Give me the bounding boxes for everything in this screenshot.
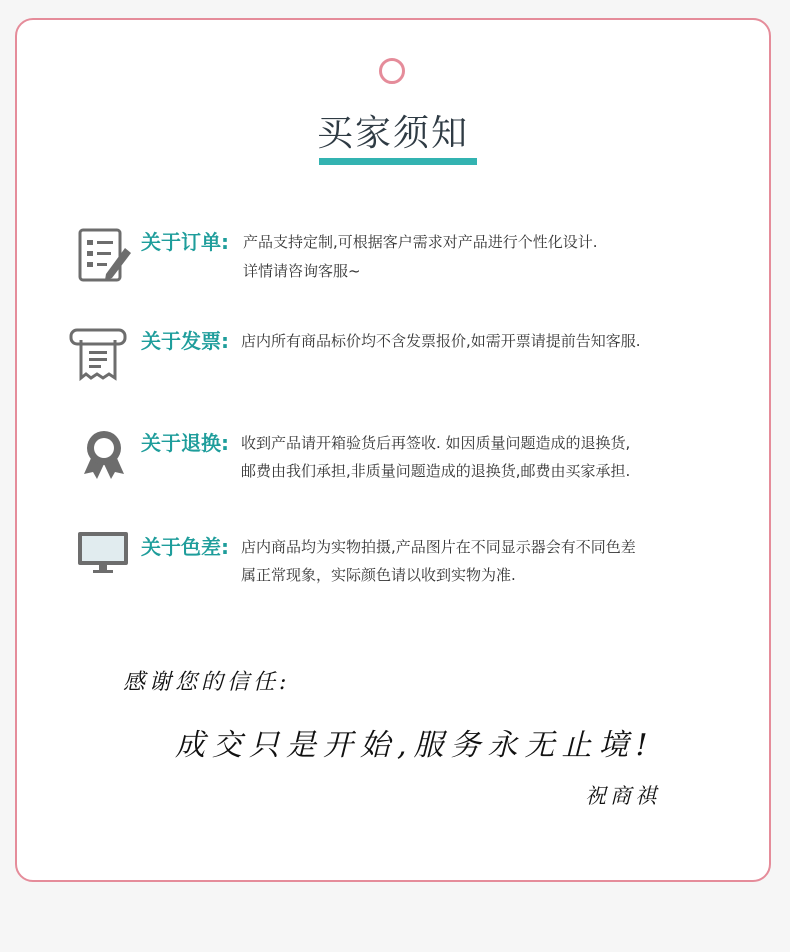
color-line-1: 店内商品均为实物拍摄,产品图片在不同显示器会有不同色差 <box>241 538 636 556</box>
returns-heading: 关于退换: <box>141 431 229 455</box>
order-heading: 关于订单: <box>141 230 229 254</box>
award-ribbon-icon <box>80 428 128 484</box>
order-form-icon <box>77 226 133 288</box>
notice-card <box>15 18 771 882</box>
hanging-ring-icon <box>379 58 405 84</box>
order-line-1: 产品支持定制,可根据客户需求对产品进行个性化设计. <box>243 233 598 251</box>
returns-line-2: 邮费由我们承担,非质量问题造成的退换货,邮费由买家承担. <box>241 462 631 480</box>
service-slogan: 成交只是开始,服务永无止境! <box>175 728 655 763</box>
thanks-note: 感谢您的信任: <box>123 670 291 695</box>
returns-line-1: 收到产品请开箱验货后再签收. 如因质量问题造成的退换货, <box>241 434 631 452</box>
invoice-heading: 关于发票: <box>141 329 229 353</box>
color-heading: 关于色差: <box>141 535 229 559</box>
page-title: 买家须知 <box>316 113 469 154</box>
monitor-icon <box>76 530 130 580</box>
invoice-line-1: 店内所有商品标价均不含发票报价,如需开票请提前告知客服. <box>241 332 641 350</box>
receipt-icon <box>69 326 129 386</box>
color-line-2: 属正常现象，实际颜色请以收到实物为准. <box>241 566 516 584</box>
signature-blessing: 祝商祺 <box>585 784 660 808</box>
title-underline <box>319 158 477 165</box>
order-line-2: 详情请咨询客服~ <box>243 262 361 280</box>
